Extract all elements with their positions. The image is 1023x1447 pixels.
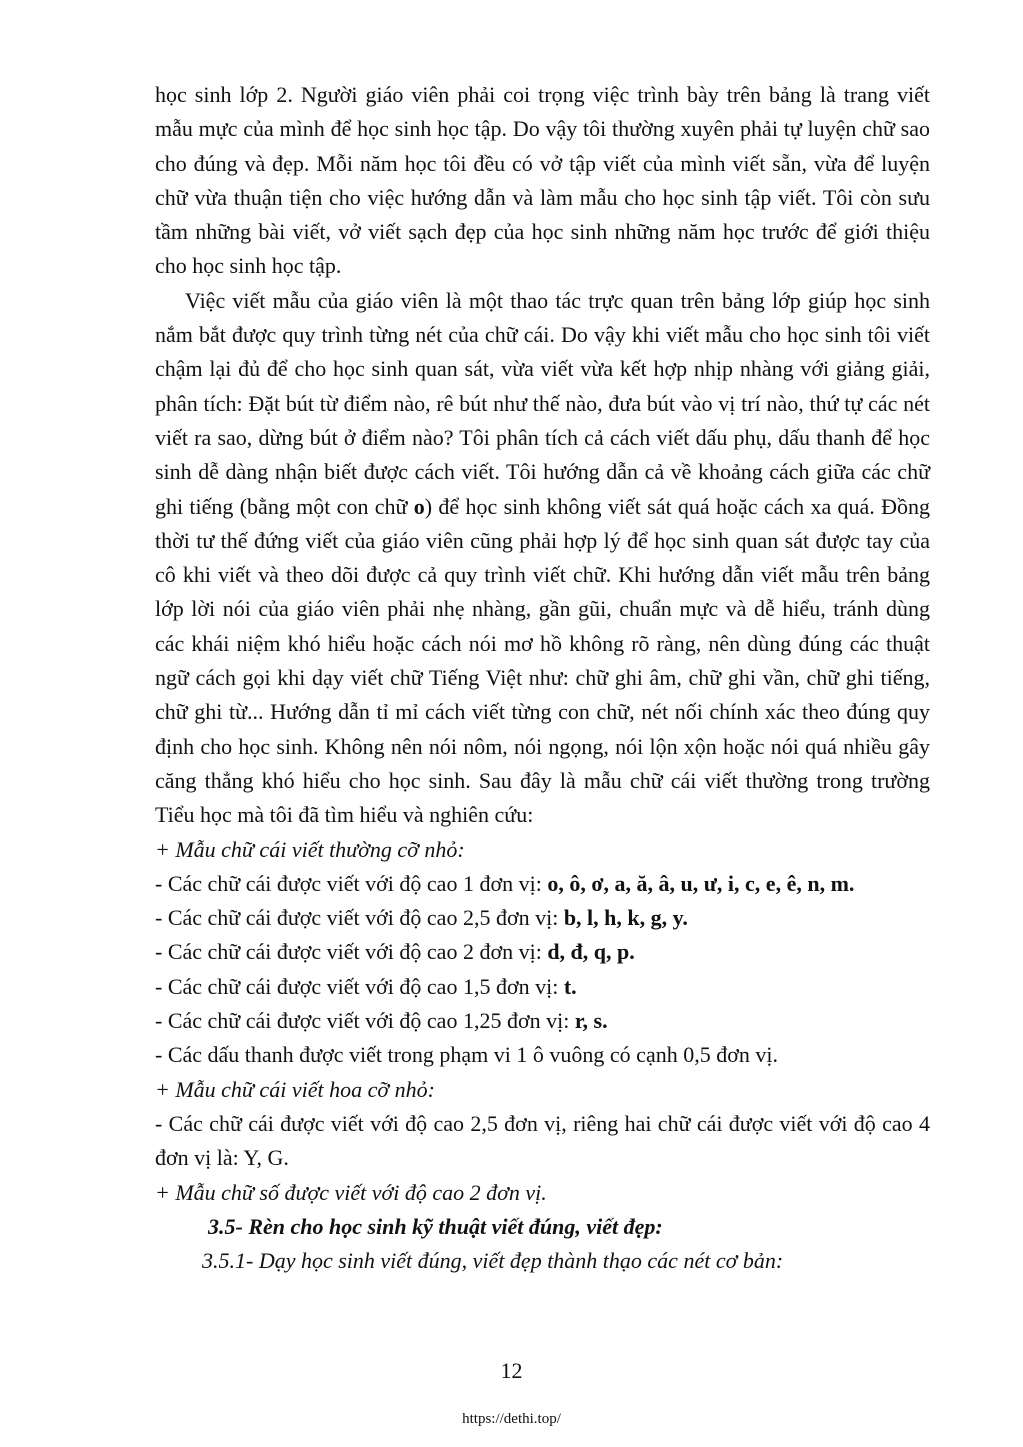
lowercase-section-title: + Mẫu chữ cái viết thường cỡ nhỏ: <box>155 836 465 862</box>
paragraph-text-part-2: ) để học sinh không viết sát quá hoặc cách xa quá. Đồng thời tư thế đứng viết của giáo viên cũng phải hợp lý để học sinh quan sát được tay của cô khi viết và theo dõi được cả quy trình viết chữ. Khi hướng dẫn viết mẫu trên bảng lớp lời nói của giáo viên phải nhẹ nhàng, gần gũi, chuẩn mực và dễ hiểu, tránh dùng các khái niệm khó hiểu hoặc cách nói mơ hồ không rõ ràng, nên dùng đúng các thuật ngữ cách gọi khi dạy viết chữ Tiếng Việt như: chữ ghi âm, chữ ghi vần, chữ ghi tiếng, chữ ghi từ... Hướng dẫn tỉ mỉ cách viết từng con chữ, nét nối chính xác theo đúng quy định cho học sinh. Không nên nói nôm, nói ngọng, nói lộn xộn hoặc nói quá nhiều gây căng thẳng khó hiểu cho học sinh. Sau đây là mẫu chữ cái viết thường trong trường Tiểu học mà tôi đã tìm hiểu và nghiên cứu: <box>155 493 930 828</box>
uppercase-section-title: + Mẫu chữ cái viết hoa cỡ nhỏ: <box>155 1076 435 1102</box>
section-heading: 3.5- Rèn cho học sinh kỹ thuật viết đúng, viết đẹp: <box>208 1213 663 1239</box>
lowercase-item-text: - Các chữ cái được viết với độ cao 2,5 đơn vị: <box>155 905 564 931</box>
paragraph-text-part-1: Việc viết mẫu của giáo viên là một thao tác trực quan trên bảng lớp giúp học sinh nắm bắt được quy trình từng nét của chữ cái. Do vậy khi viết mẫu cho học sinh tôi viết chậm lại đủ để cho học sinh quan sát, vừa viết vừa kết hợp nhịp nhàng với giảng giải, phân tích: Đặt bút từ điểm nào, rê bút như thế nào, đưa bút vào vị trí nào, thứ tự các nét viết ra sao, dừng bút ở điểm nào? Tôi phân tích cả cách viết dấu phụ, dấu thanh để học sinh dễ dàng nhận biết được cách viết. Tôi hướng dẫn cả về khoảng cách giữa các chữ ghi tiếng (bằng một con chữ <box>155 287 930 519</box>
paragraph-model-writing <box>155 284 930 833</box>
bold-letter-o: o <box>413 493 425 519</box>
subsection-heading: 3.5.1- Dạy học sinh viết đúng, viết đẹp thành thạo các nét cơ bản: <box>202 1248 784 1274</box>
paragraph-teacher-handwriting: học sinh lớp 2. Người giáo viên phải coi trọng việc trình bày trên bảng là trang viết mẫu mực của mình để học sinh học tập. Do vậy tôi thường xuyên phải tự luyện chữ sao cho đúng và đẹp. Mỗi năm học tôi đều có vở tập viết của mình viết sẵn, vừa để luyện chữ vừa thuận tiện cho việc hướng dẫn và làm mẫu cho học sinh tập viết. Tôi còn sưu tầm những bài viết, vở viết sạch đẹp của học sinh những năm học trước để giới thiệu cho học sinh học tập. <box>155 82 930 279</box>
lowercase-item-letters: t. <box>563 973 577 999</box>
page-number: 12 <box>500 1358 523 1383</box>
lowercase-item-letters: d, đ, q, p. <box>547 939 635 965</box>
lowercase-item <box>155 970 930 1004</box>
numerals-line: + Mẫu chữ số được viết với độ cao 2 đơn vị. <box>155 1179 547 1205</box>
lowercase-item-text: - Các chữ cái được viết với độ cao 1,25 đơn vị: <box>155 1008 575 1034</box>
lowercase-item-text: - Các chữ cái được viết với độ cao 2 đơn vị: <box>155 939 548 965</box>
uppercase-line: - Các chữ cái được viết với độ cao 2,5 đơn vị, riêng hai chữ cái được viết với độ cao 4 đơn vị là: Y, G. <box>155 1110 930 1171</box>
lowercase-item-text: - Các chữ cái được viết với độ cao 1,5 đơn vị: <box>155 973 564 999</box>
lowercase-item <box>155 1004 930 1038</box>
lowercase-item-letters: b, l, h, k, g, y. <box>563 905 688 931</box>
lowercase-item-letters: o, ô, ơ, a, ă, â, u, ư, i, c, e, ê, n, m. <box>547 870 855 896</box>
tone-marks-line: - Các dấu thanh được viết trong phạm vi 1 ô vuông có cạnh 0,5 đơn vị. <box>155 1042 778 1068</box>
page-body <box>155 78 930 1278</box>
lowercase-item <box>155 935 930 969</box>
lowercase-item <box>155 901 930 935</box>
footer-url: https://dethi.top/ <box>462 1411 561 1427</box>
lowercase-item-letters: r, s. <box>574 1008 608 1034</box>
lowercase-item-text: - Các chữ cái được viết với độ cao 1 đơn vị: <box>155 870 548 896</box>
lowercase-item <box>155 867 930 901</box>
